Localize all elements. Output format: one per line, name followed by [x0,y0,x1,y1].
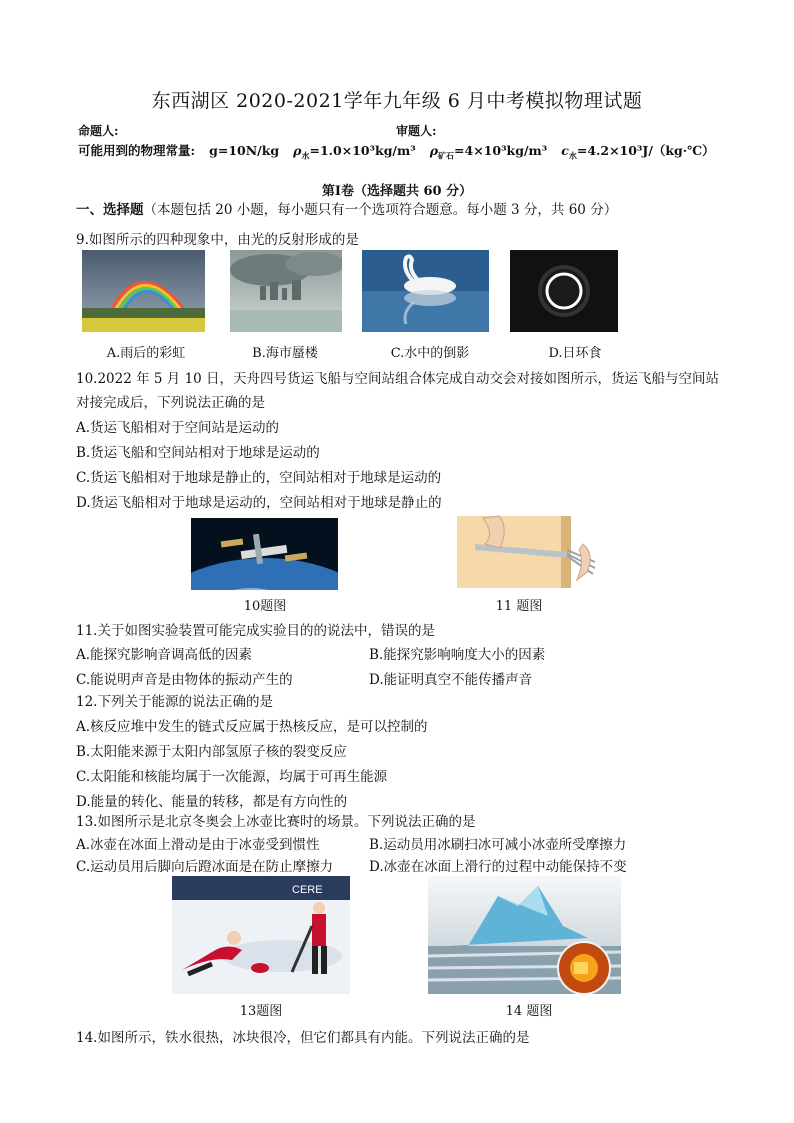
q11-stem: 11.关于如图实验装置可能完成实验目的的说法中，错误的是 [76,623,435,639]
q12-option-c: C.太阳能和核能均属于一次能源，均属于可再生能源 [76,769,388,785]
q11-option-c: C.能说明声音是由物体的振动产生的 [76,672,293,688]
q12-option-d: D.能量的转化、能量的转移，都是有方向性的 [76,794,348,810]
q9-mirage-image [230,250,342,332]
q12-option-a: A.核反应堆中发生的链式反应属于热核反应，是可以控制的 [76,719,428,735]
q14-stem: 14.如图所示，铁水很热，冰块很冷，但它们都具有内能。下列说法正确的是 [76,1030,530,1046]
q13-option-c: C.运动员用后脚向后蹬冰面是在防止摩擦力 [76,859,334,875]
q10-option-c: C.货运飞船相对于地球是静止的，空间站相对于地球是运动的 [76,470,442,486]
page-title: 东西湖区 2020-2021学年九年级 6 月中考模拟物理试题 [151,90,643,112]
q10-stem-line2: 对接完成后，下列说法正确的是 [76,395,265,411]
author-label: 命题人: [78,124,119,138]
section-heading: 一、选择题（本题包括 20 小题，每小题只有一个选项符合题意。每小题 3 分，共 60 分） [76,202,618,218]
volume-heading: 第Ⅰ卷（选择题共 60 分） [321,184,473,199]
q13-option-b: B.运动员用冰刷扫冰可减小冰壶所受摩擦力 [369,837,627,853]
q9-stem: 9.如图所示的四种现象中，由光的反射形成的是 [76,232,359,248]
q9-option-d: D.日环食 [548,346,602,361]
q10-option-a: A.货运飞船相对于空间站是运动的 [76,420,280,436]
constant-rho-ore: $\rho_{矿石}=4\times 10^3kg/m^3$ [429,143,548,161]
constant-rho-water: $\rho_水=1.0\times 10^3kg/m^3$ [293,143,416,161]
constants-label: 可能用到的物理常量: [78,143,196,158]
q10-option-d: D.货运飞船相对于地球是运动的，空间站相对于地球是静止的 [76,495,442,511]
physics-constants [78,141,729,162]
q11-option-d: D.能证明真空不能传播声音 [369,672,533,688]
q12-option-b: B.太阳能来源于太阳内部氢原子核的裂变反应 [76,744,347,760]
q11-option-a: A.能探究影响音调高低的因素 [76,647,253,663]
q9-solar-eclipse-image [510,250,618,332]
q11-ruler-experiment-image [455,514,605,590]
q9-option-a: A.雨后的彩虹 [106,346,186,361]
fig-10-caption: 10题图 [243,599,287,614]
q12-stem: 12.下列关于能源的说法正确的是 [76,694,273,710]
q9-rainbow-image [82,250,205,332]
q10-space-station-image [191,518,338,590]
fig-14-caption: 14 题图 [505,1004,553,1019]
q10-stem-line1: 10.2022 年 5 月 10 日，天舟四号货运飞船与空间站组合体完成自动交会对接如图所示，货运飞船与空间站 [76,371,720,387]
q13-option-d: D.冰壶在冰面上滑行的过程中动能保持不变 [369,859,627,875]
constant-c-water: $c_水=4.2\times 10^3J/(kg\cdot℃)$ [561,143,715,161]
banner-text: CERE [292,884,323,896]
reviewer-label: 审题人: [396,124,437,138]
q14-iceberg-molten-iron-image [428,876,621,994]
constant-g: g=10N/kg [209,143,280,158]
fig-11-caption: 11 题图 [495,599,543,614]
q13-curling-image [172,876,350,994]
q9-option-b: B.海市蜃楼 [252,346,318,361]
q13-option-a: A.冰壶在冰面上滑动是由于冰壶受到惯性 [76,837,320,853]
q9-swan-reflection-image [362,250,489,332]
q11-option-b: B.能探究影响响度大小的因素 [369,647,546,663]
q13-stem: 13.如图所示是北京冬奥会上冰壶比赛时的场景。下列说法正确的是 [76,814,476,830]
q9-option-c: C.水中的倒影 [390,346,470,361]
fig-13-caption: 13题图 [239,1004,283,1019]
q10-option-b: B.货运飞船和空间站相对于地球是运动的 [76,445,320,461]
